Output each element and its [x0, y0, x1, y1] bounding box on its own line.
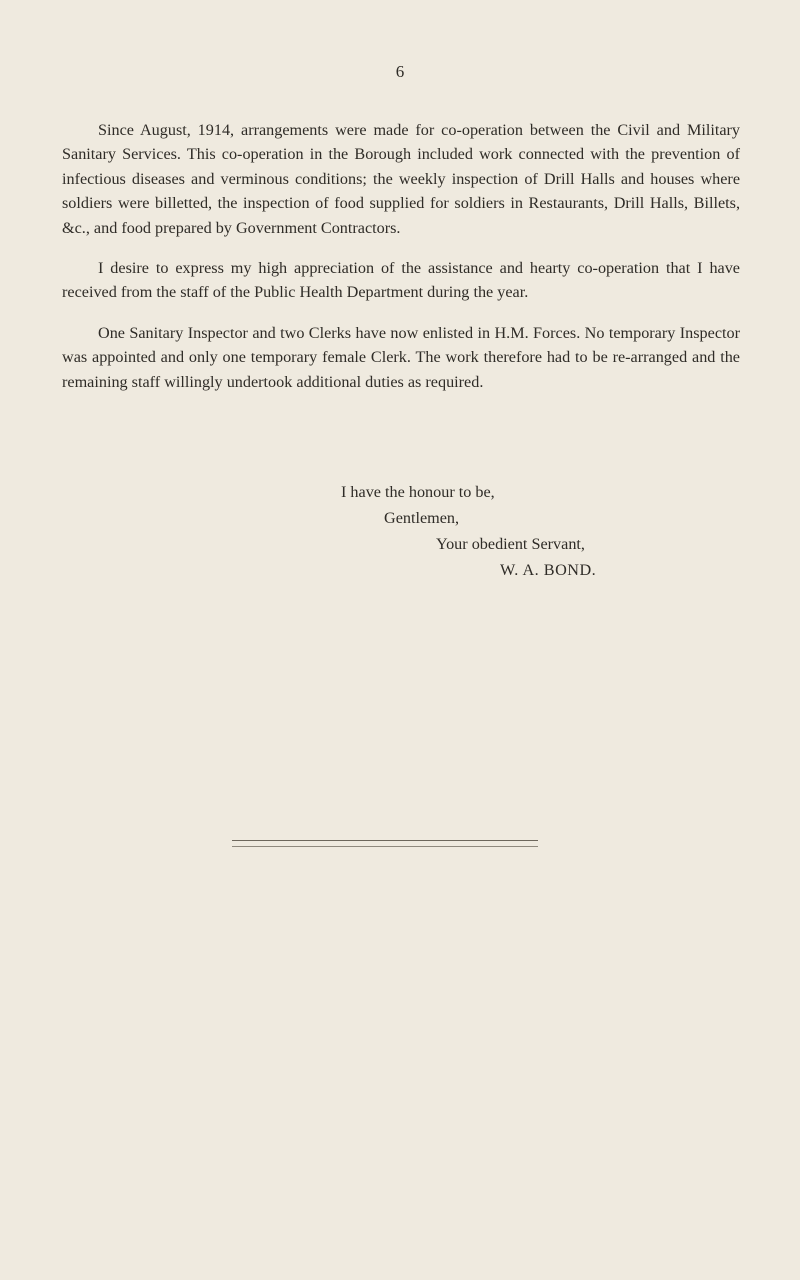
letter-body — [62, 118, 740, 410]
paragraph: One Sanitary Inspector and two Clerks have now enlisted in H.M. Forces. No temporary Inspector was appointed and only one temporary female Clerk. The work therefore had to be re-arranged and the remaining staff willingly undertook additional duties as required. — [62, 323, 740, 391]
closing-salutation: Gentlemen, — [384, 509, 460, 527]
page-number: 6 — [395, 62, 405, 81]
paragraph: I desire to express my high appreciation of the assistance and hearty co-operation that I have received from the staff of the Public Health Department during the year. — [62, 259, 740, 302]
section-divider — [232, 840, 538, 847]
paragraph: Since August, 1914, arrangements were made for co-operation between the Civil and Military Sanitary Services. This co-operation in the Borough included work connected with the prevention of infectious diseases and verminous conditions; the weekly inspection of Drill Halls and houses where soldiers were billetted, the inspection of food supplied for soldiers in Restaurants, Drill Halls, Billets, &c., and food prepared by Government Contractors. — [62, 121, 740, 237]
closing-servant-line: Your obedient Servant, — [436, 535, 585, 553]
signature: W. A. BOND. — [500, 561, 597, 579]
closing-honour-line: I have the honour to be, — [341, 483, 495, 501]
